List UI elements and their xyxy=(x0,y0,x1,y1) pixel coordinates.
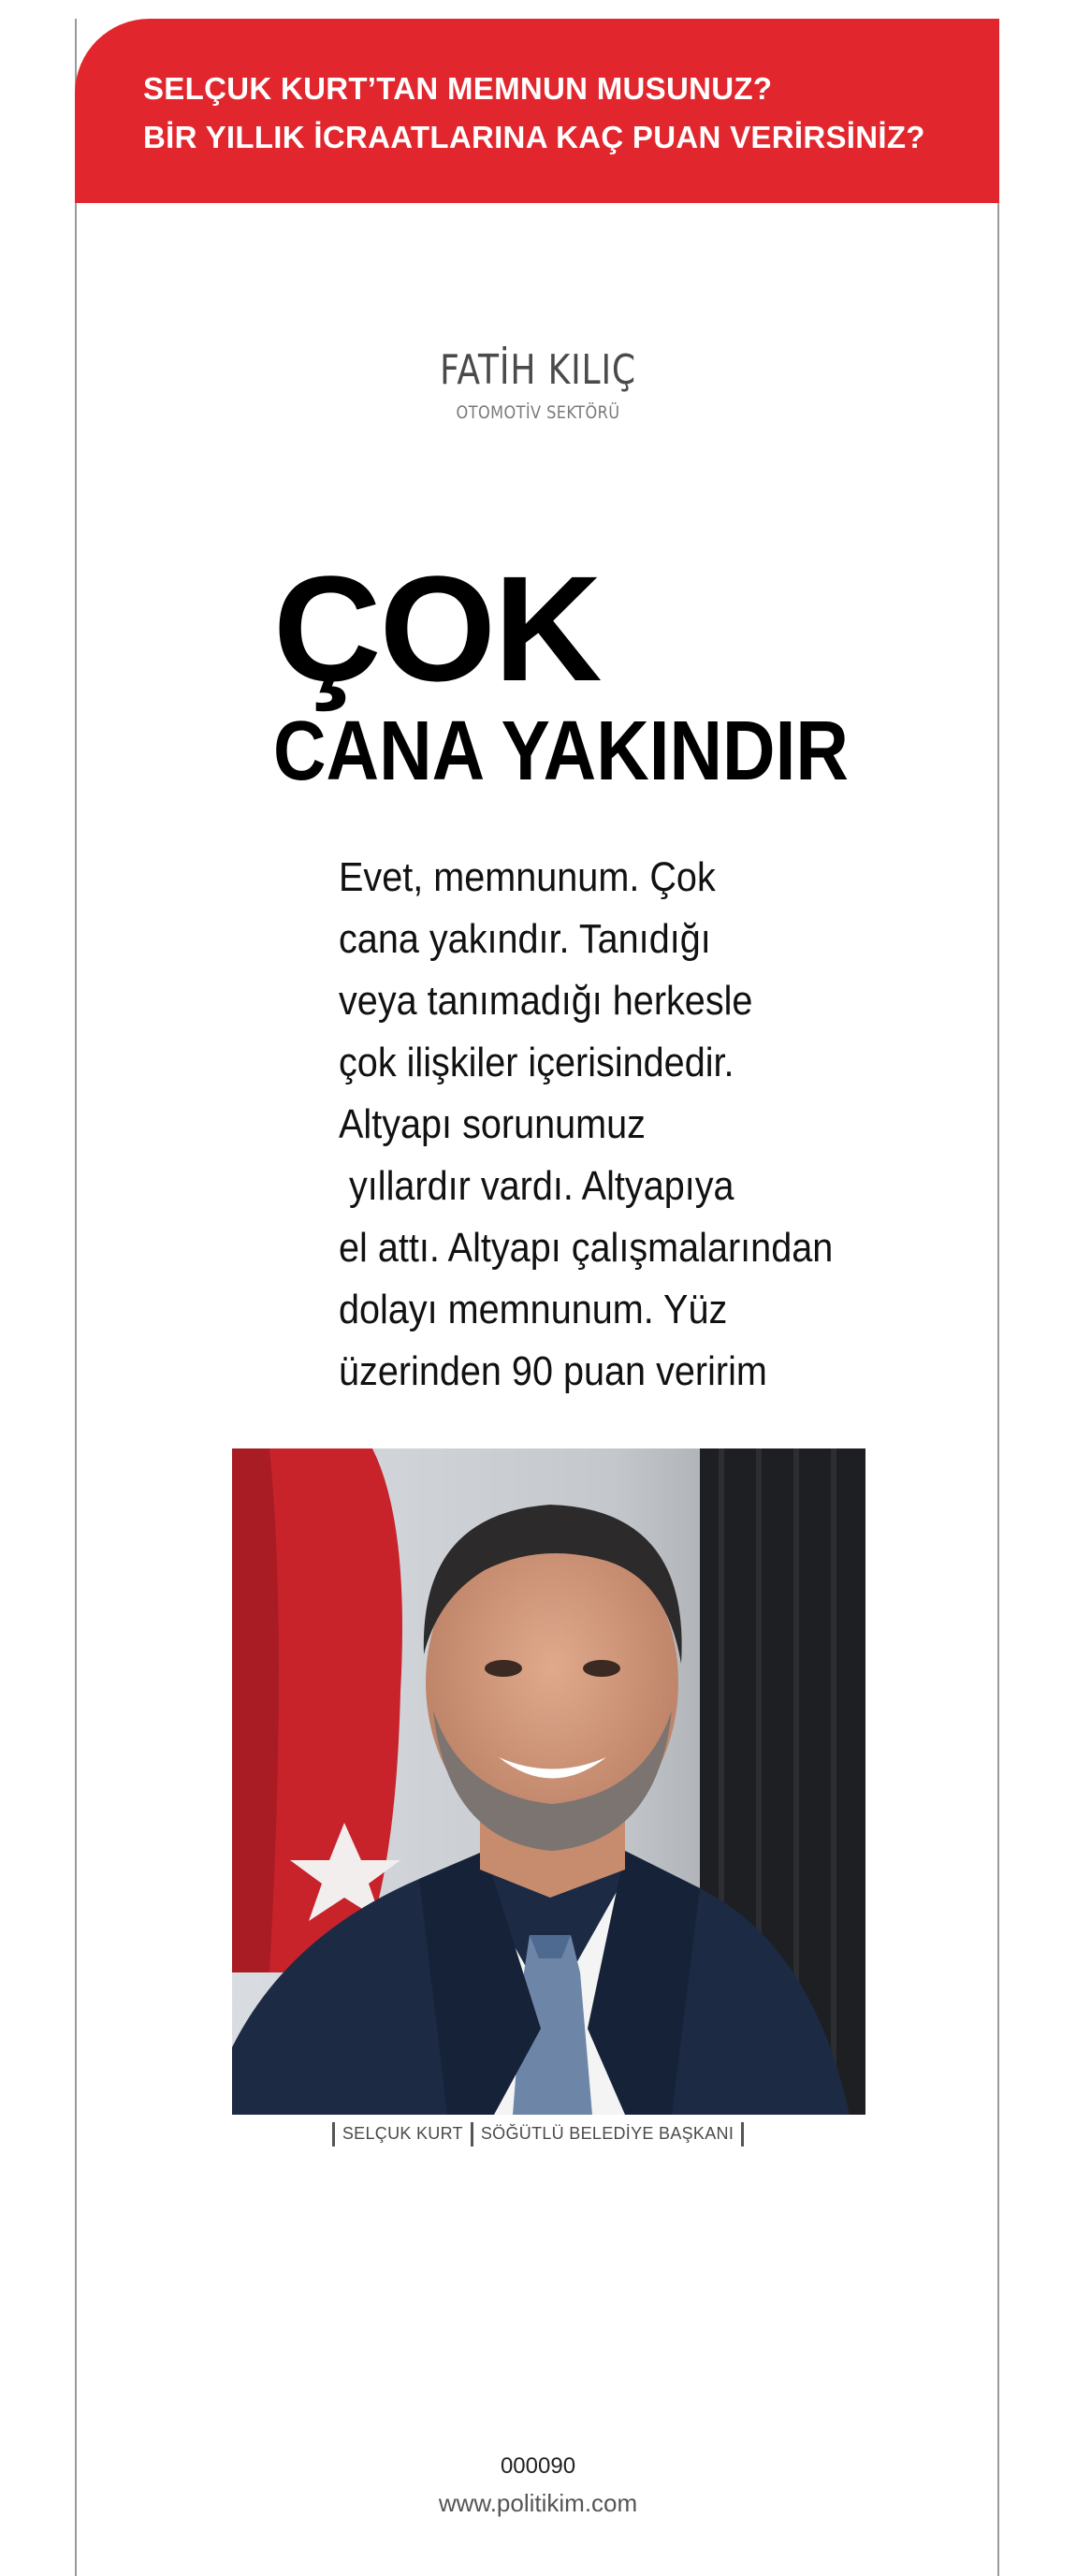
quote-line: üzerinden 90 puan veririm xyxy=(339,1348,767,1394)
caption-divider xyxy=(332,2122,335,2147)
quote-line: Altyapı sorunumuz xyxy=(339,1101,646,1147)
respondent-sector: OTOMOTİV SEKTÖRÜ xyxy=(456,402,620,423)
caption-divider xyxy=(741,2122,744,2147)
headline-main: ÇOK xyxy=(273,545,601,712)
banner-question-line-1: SELÇUK KURT’TAN MEMNUN MUSUNUZ? xyxy=(143,71,773,106)
caption-person-name: SELÇUK KURT xyxy=(342,2123,463,2143)
quote-line: Evet, memnunum. Çok xyxy=(339,854,716,900)
quote-line: dolayı memnunum. Yüz xyxy=(339,1287,728,1332)
photo-caption xyxy=(0,2122,1076,2147)
caption-person-title: SÖĞÜTLÜ BELEDİYE BAŞKANI xyxy=(480,2123,734,2143)
caption-divider xyxy=(471,2122,473,2147)
page-number: 000090 xyxy=(500,2453,576,2479)
quote-line: yıllardır vardı. Altyapıya xyxy=(339,1163,734,1209)
quote-line: el attı. Altyapı çalışmalarından xyxy=(339,1225,834,1271)
banner-question-line-2: BİR YILLIK İCRAATLARINA KAÇ PUAN VERİRSİNİZ? xyxy=(143,120,925,154)
portrait-photo xyxy=(232,1448,865,2115)
quote-line: veya tanımadığı herkesle xyxy=(339,978,753,1024)
headline-sub: CANA YAKINDIR xyxy=(273,705,849,798)
quote-body xyxy=(339,847,994,1403)
quote-line: çok ilişkiler içerisindedir. xyxy=(339,1040,734,1085)
respondent-name: FATİH KILIÇ xyxy=(440,346,636,394)
quote-line: cana yakındır. Tanıdığı xyxy=(339,916,711,962)
header-banner xyxy=(75,19,999,203)
website-url: www.politikim.com xyxy=(438,2489,638,2517)
